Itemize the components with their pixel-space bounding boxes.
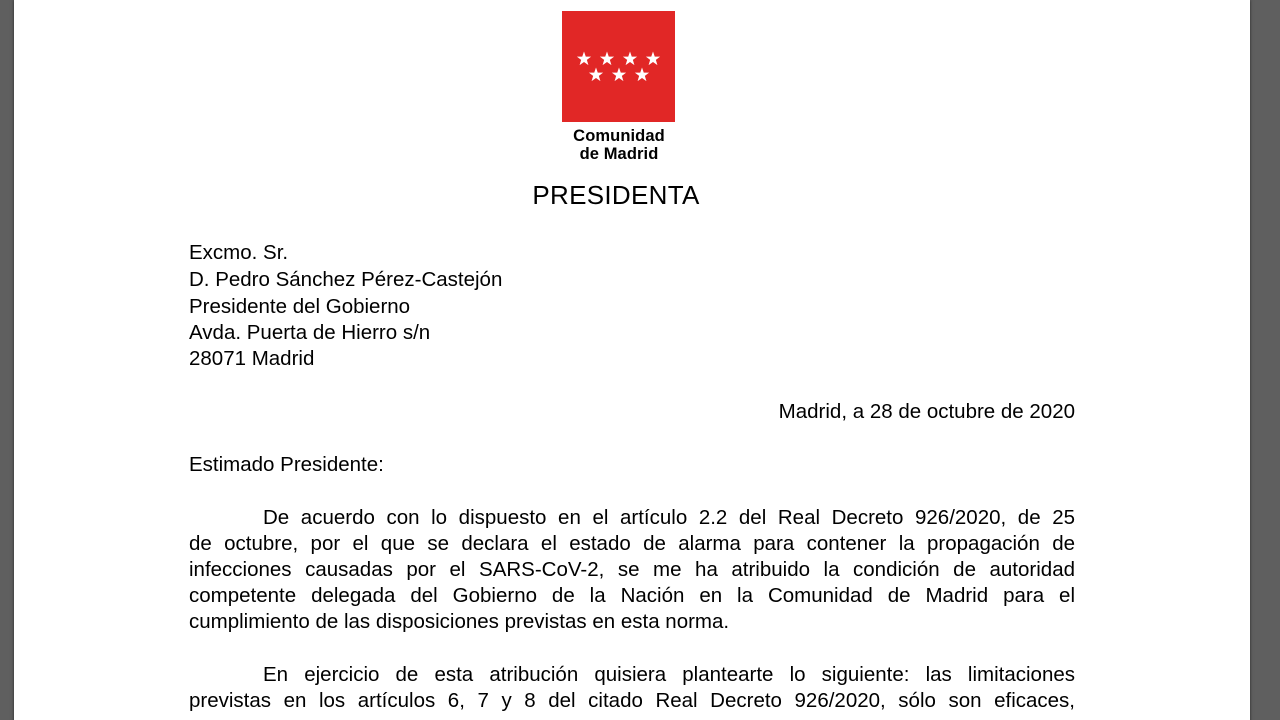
paragraph-1-line: De acuerdo con lo dispuesto en el artículo 2.2 del Real Decreto 926/2020, de 25 — [263, 506, 1075, 529]
address-line-5: 28071 Madrid — [189, 347, 315, 370]
address-line-4: Avda. Puerta de Hierro s/n — [189, 321, 431, 344]
paragraph-1-line: competente delegada del Gobierno de la Nación en la Comunidad de Madrid para el — [189, 584, 1075, 607]
letter-date: Madrid, a 28 de octubre de 2020 — [778, 400, 1075, 423]
address-line-1: Excmo. Sr. — [189, 241, 289, 264]
document-page — [14, 0, 1250, 720]
logo-line-2: de Madrid — [579, 145, 659, 163]
logo-wordmark — [554, 127, 684, 163]
paragraph-2-line: En ejercicio de esta atribución quisiera plantearte lo siguiente: las limitaciones — [263, 663, 1075, 686]
address-line-3: Presidente del Gobierno — [189, 295, 411, 318]
paragraph-1-line: cumplimiento de las disposiciones previstas en esta norma. — [189, 610, 730, 633]
salutation: Estimado Presidente: — [189, 453, 384, 476]
address-line-2: D. Pedro Sánchez Pérez-Castejón — [189, 268, 503, 291]
paragraph-1-line: infecciones causadas por el SARS-CoV-2, se me ha atribuido la condición de autoridad — [189, 558, 1075, 581]
comunidad-de-madrid-logo — [562, 11, 675, 122]
paragraph-1-line: de octubre, por el que se declara el estado de alarma para contener la propagación de — [189, 532, 1075, 555]
paragraph-2-line: previstas en los artículos 6, 7 y 8 del citado Real Decreto 926/2020, sólo son eficaces, — [189, 689, 1075, 712]
document-heading: PRESIDENTA — [532, 180, 700, 210]
seven-stars-icon — [562, 11, 675, 122]
paragraph-1 — [189, 505, 1075, 635]
paragraph-2 — [189, 662, 1075, 714]
logo-line-1: Comunidad — [573, 127, 665, 145]
